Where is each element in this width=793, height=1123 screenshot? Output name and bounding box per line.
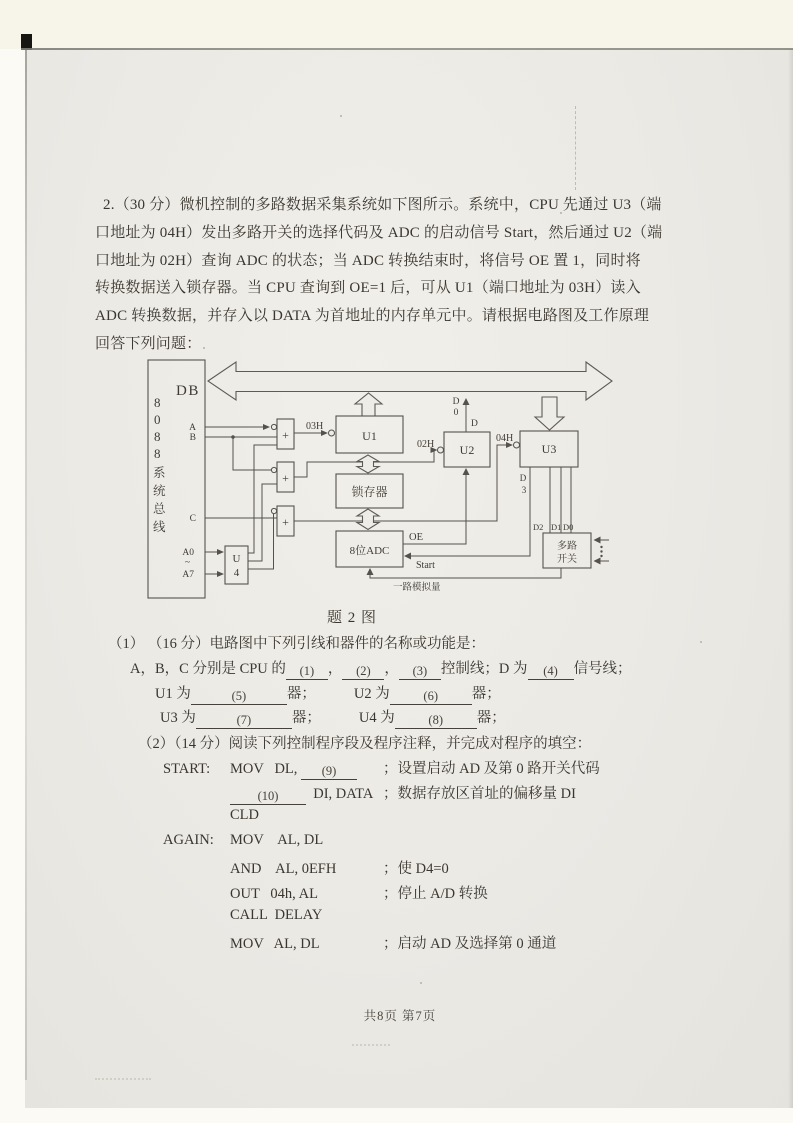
program-row [163,907,743,932]
q1-text: A，B，C 分别是 CPU 的 [130,661,286,677]
pin-a7-label: A7 [182,570,194,580]
intro-line: ADC 转换数据，并存入以 DATA 为首地址的内存单元中。请根据电路图及工作原理 [95,308,650,325]
analog-input-label: 一路模拟量 [393,583,441,593]
intro-line: 回答下列问题： [95,335,202,352]
u3-label: U3 [541,442,557,456]
code-comment: ；使 D4=0 [383,861,449,877]
mux-input-dot [600,550,602,552]
code-op: MOV DL, [230,761,302,777]
u1-to-bus-arrow [355,393,382,416]
code-op: DI, DATA [306,786,374,802]
q1-text: U3 为 [160,710,196,726]
port-03h-label: 03H [306,421,324,432]
blank-1: (1) [286,664,328,680]
port-02h-label: 02H [417,439,435,450]
blank-5: (5) [191,689,287,705]
code-comment: ；停止 A/D 转换 [383,886,488,902]
mux-label: 开关 [557,554,577,565]
code-label: START: [163,761,211,777]
q1-line-abc [130,657,632,680]
intro-line: 2.（30 分）微机控制的多路数据采集系统如下图所示。系统中，CPU 先通过 U3（端 [103,197,662,213]
q1-text: U4 为 [358,710,395,726]
start-label: Start [416,560,435,571]
bus-vlabel: 线 [153,520,166,534]
arrow-icon [217,549,224,555]
program-row [163,782,743,807]
code-text: MOV AL, DL [230,832,324,848]
mux-label: 多路 [557,541,577,552]
q1-text: U1 为 [155,686,191,702]
arrow-icon [463,468,470,475]
pin-a0-label: A0 [182,548,194,558]
wire-start [411,467,530,556]
wire-b-branch [233,437,271,470]
arrow-icon [594,537,601,544]
adc-label: 8位ADC [349,545,390,557]
blank-4: (4) [528,664,574,680]
blank-10: (10) [230,789,306,805]
figure-caption: 题 2 图 [326,610,377,626]
q1-text: 器； [291,710,321,726]
blank-7: (7) [196,713,292,729]
junction-dot [231,435,235,439]
blank-9: (9) [301,764,357,780]
u4-label: U [232,553,241,565]
pin-a-label: A [189,423,196,433]
code-comment: ；数据存放区首址的偏移量 DI [383,786,576,802]
bus-vlabel: 8 [154,395,161,410]
u2-label: U2 [459,443,475,457]
latch-label: 锁存器 [351,485,388,499]
mux-input-dot [600,555,602,557]
q1-line-u12 [155,682,501,705]
intro-line: 口地址为 02H）查询 ADC 的状态；当 ADC 转换结束时，将信号 OE 置 1，同时将 [95,252,641,269]
q1-heading: （1） （16 分）电路图中下列引线和器件的名称或功能是： [108,636,485,652]
gate-plus-label: + [282,471,289,485]
d3-bit-label: 3 [521,485,527,495]
program-row [163,932,743,957]
blank-6: (6) [390,689,472,705]
d0-bit-label: D [452,397,460,407]
bus-vlabel: 0 [154,412,161,427]
port-04h-label: 04H [496,433,514,444]
code-comment: ；启动 AD 及选择第 0 通道 [383,936,557,952]
latch-adc-arrow [357,509,379,530]
d0-line-label: D0 [563,522,574,532]
bus-vlabel: 系 [153,466,166,480]
q1-text: 信号线； [573,661,632,677]
pin-b-label: B [189,433,196,443]
data-bus-arrow [208,362,612,400]
bubble-icon [329,430,335,436]
q1-line-u34 [160,706,506,729]
mux-input-dot [600,546,602,548]
bubble-icon [271,424,276,429]
assembly-program [163,757,743,957]
q1-text: ， [384,661,399,677]
blank-8: (8) [395,713,477,729]
u1-latch-arrow [357,455,379,473]
program-row [163,807,743,832]
intro-line: 转换数据送入锁存器。当 CPU 查询到 OE=1 后，可从 U1（端口地址为 03H）读入 [95,280,641,297]
code-text: CLD [230,807,259,823]
q1-text: ， [327,661,343,677]
code-text [230,761,383,780]
code-text: MOV AL, DL [230,936,320,952]
arrow-icon [367,568,374,575]
q1-text: 器； [471,686,501,702]
code-text: OUT 04h, AL [230,886,318,902]
code-text: CALL DELAY [230,907,323,923]
intro-line: 口地址为 04H）发出多路开关的选择代码及 ADC 的启动信号 Start，然后通过 U2（端 [95,224,663,241]
wire-u4-riser2 [248,484,277,561]
bus-label: DB [176,383,200,399]
program-row [163,857,743,882]
oe-label: OE [409,532,423,543]
program-row [163,757,743,782]
q1-text: 控制线；D 为 [440,661,528,677]
code-comment: ；设置启动 AD 及第 0 路开关代码 [383,761,600,777]
arrow-icon [594,558,601,565]
u1-label: U1 [362,429,377,443]
gate-plus-label: + [282,428,289,442]
pin-tilde-label: ~ [184,558,190,568]
arrow-icon [463,398,470,405]
d3-bit-label: D [519,473,527,483]
q1-text: U2 为 [353,686,390,702]
program-row [163,832,743,857]
bubble-icon [271,467,276,472]
q1-text: 器； [286,686,316,702]
d0-bit-label: 0 [453,408,459,418]
arrow-icon [263,424,270,430]
bus-vlabel: 8 [154,429,161,444]
arrow-icon [217,571,224,577]
q2-heading: （2）（14 分）阅读下列控制程序段及程序注释，并完成对程序的填空： [138,736,592,752]
bus-to-u3-arrow [535,397,564,430]
code-label: AGAIN: [163,832,214,848]
bus-vlabel: 统 [153,484,166,498]
d2-bit-label: D2 [533,522,544,532]
program-row [163,882,743,907]
pin-c-label: C [189,514,196,524]
q1-text: 器； [476,710,506,726]
page-footer: 共8页 第7页 [363,1009,437,1023]
bus-vlabel: 8 [154,446,161,461]
bubble-icon [514,442,520,448]
blank-2: (2) [342,664,384,680]
bubble-icon [271,508,276,513]
blank-3: (3) [399,664,441,680]
d1-bit-label: D1 [551,522,562,532]
gate-plus-label: + [282,515,289,529]
code-text [230,786,383,805]
u4-label: 4 [233,567,240,579]
wire-analog [370,568,561,578]
d-bit-label: D [471,419,478,429]
bus-vlabel: 总 [153,502,166,516]
bubble-icon [438,447,444,453]
arrow-icon [404,553,411,560]
code-text: AND AL, 0EFH [230,861,337,877]
